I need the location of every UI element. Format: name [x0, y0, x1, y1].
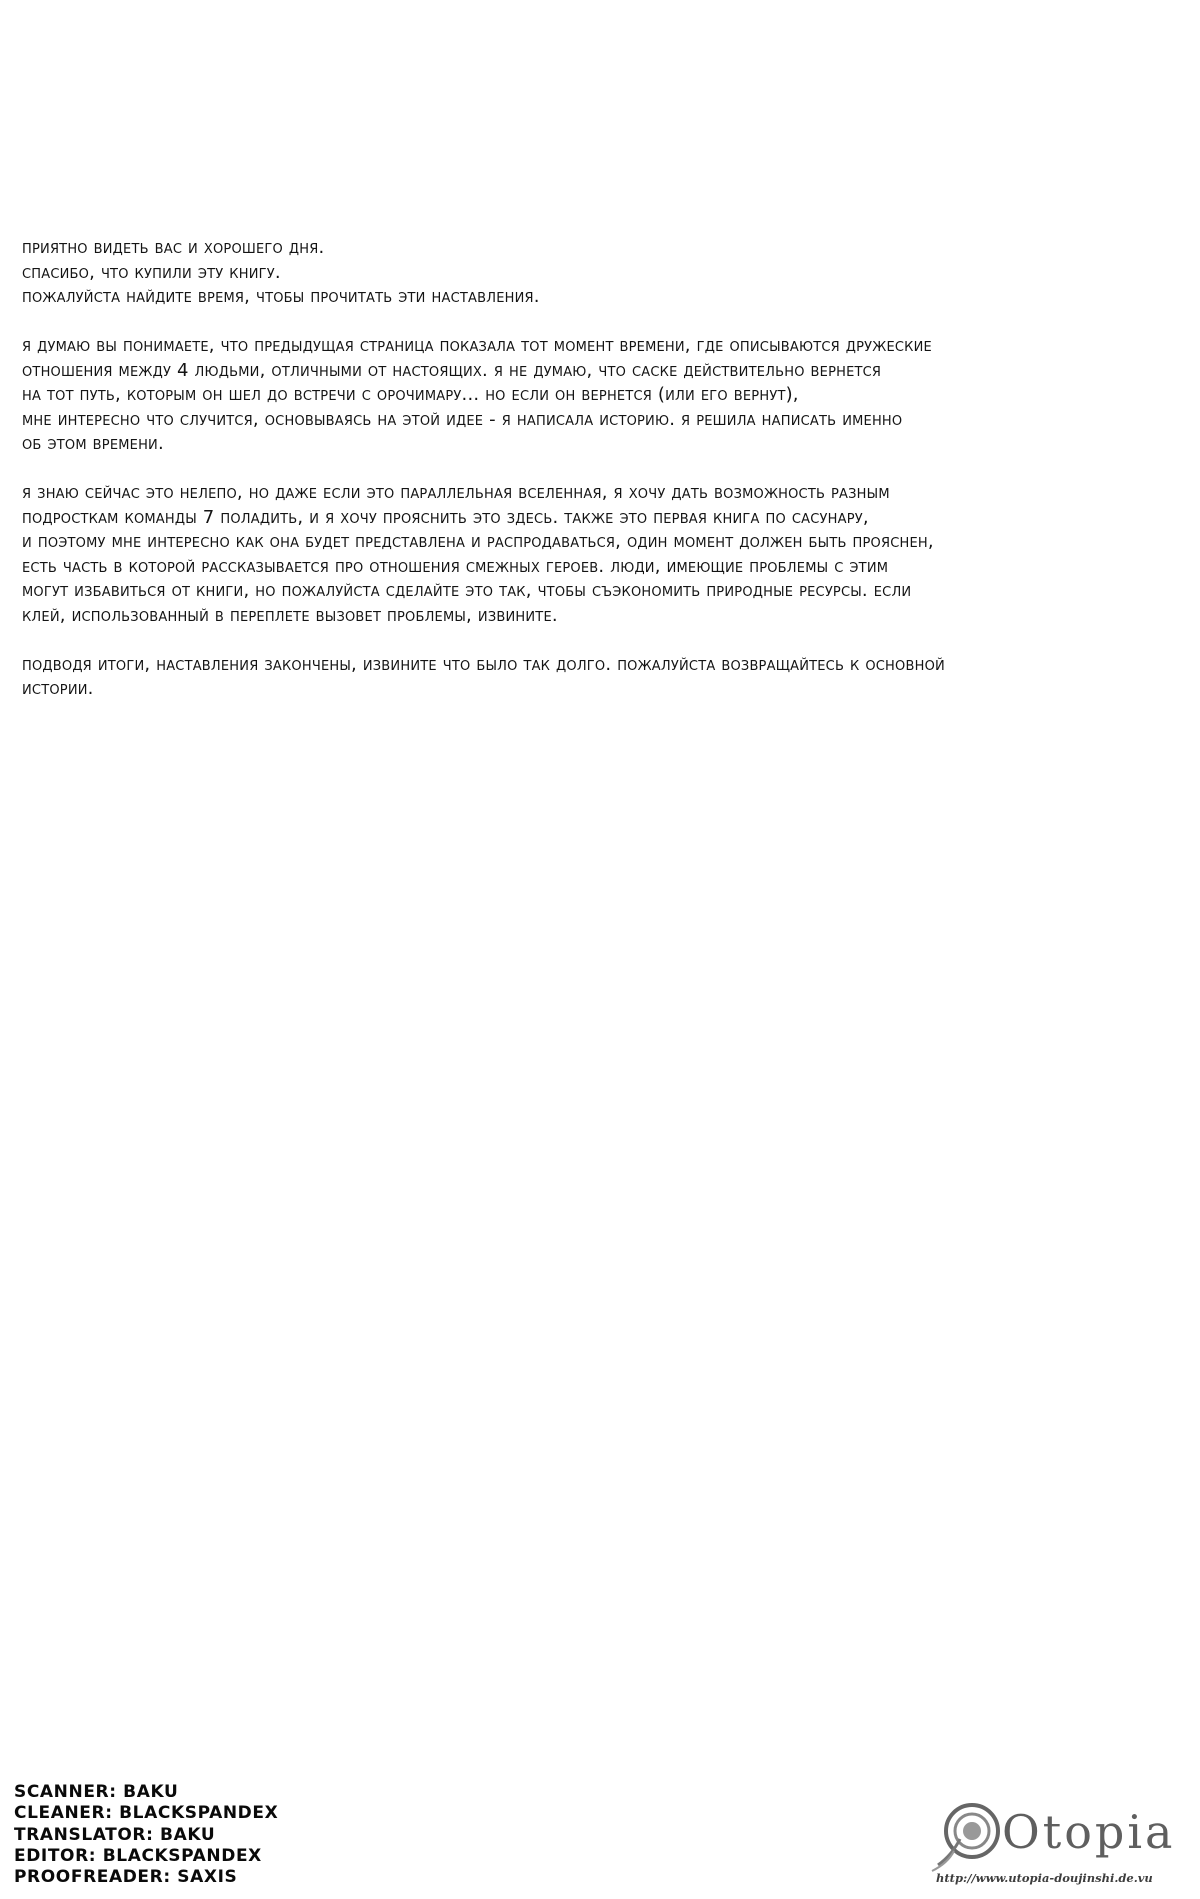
paragraph-warning	[22, 481, 1182, 628]
text-line: могут избавиться от книги, но пожалуйста сделайте это так, чтобы съэкономить природные ресурсы. если	[22, 580, 912, 601]
logo-url: http://www.utopia-doujinshi.de.vu	[936, 1871, 1153, 1885]
text-line: есть часть в которой рассказывается про отношения смежных героев. люди, имеющие проблемы с этим	[22, 555, 889, 577]
text-line: приятно видеть вас и хорошего дня.	[22, 237, 325, 258]
paragraph-greeting	[22, 236, 1182, 310]
scanlation-credits	[14, 1782, 278, 1888]
text-line: и поэтому мне интересно как она будет представлена и распродаваться, один момент должен быть прояснен,	[22, 531, 934, 552]
credit-cleaner: CLEANER: BLACKSPANDEX	[14, 1803, 279, 1824]
credit-editor: EDITOR: BLACKSPANDEX	[14, 1845, 262, 1866]
paragraph-closing	[22, 653, 1182, 702]
text-line: я знаю сейчас это нелепо, но даже если это параллельная вселенная, я хочу дать возможность разным	[22, 482, 890, 503]
paragraph-story-context	[22, 334, 1182, 457]
text-line: я думаю вы понимаете, что предыдущая страница показала тот момент времени, где описываются дружеские	[22, 335, 932, 356]
credit-translator: TRANSLATOR: BAKU	[14, 1824, 216, 1845]
text-line: истории.	[22, 678, 94, 699]
text-line: подводя итоги, наставления закончены, извините что было так долго. пожалуйста возвращайтесь к основной	[22, 653, 945, 675]
logo-wordmark: Otopia	[1002, 1805, 1176, 1859]
text-line: спасибо, что купили эту книгу.	[22, 261, 281, 283]
text-line: отношения между 4 людьми, отличными от настоящих. я не думаю, что саске действительно вернется	[22, 359, 882, 381]
translator-notes	[22, 236, 1182, 726]
credit-proofreader: PROOFREADER: SAXIS	[14, 1867, 238, 1888]
text-line: пожалуйста найдите время, чтобы прочитать эти наставления.	[22, 286, 540, 307]
credit-scanner: SCANNER: BAKU	[14, 1782, 179, 1802]
group-logo	[910, 1795, 1188, 1895]
text-line: об этом времени.	[22, 433, 164, 454]
text-line: клей, использованный в переплете вызовет проблемы, извините.	[22, 604, 558, 626]
swirl-logo-icon	[930, 1795, 1010, 1873]
text-line: подросткам команды 7 поладить, и я хочу прояснить это здесь. также это первая книга по сасунару,	[22, 506, 869, 528]
text-line: на тот путь, которым он шел до встречи с орочимару... но если он вернется (или его вернут),	[22, 384, 799, 405]
text-line: мне интересно что случится, основываясь на этой идее - я написала историю. я решила написать именно	[22, 408, 903, 430]
